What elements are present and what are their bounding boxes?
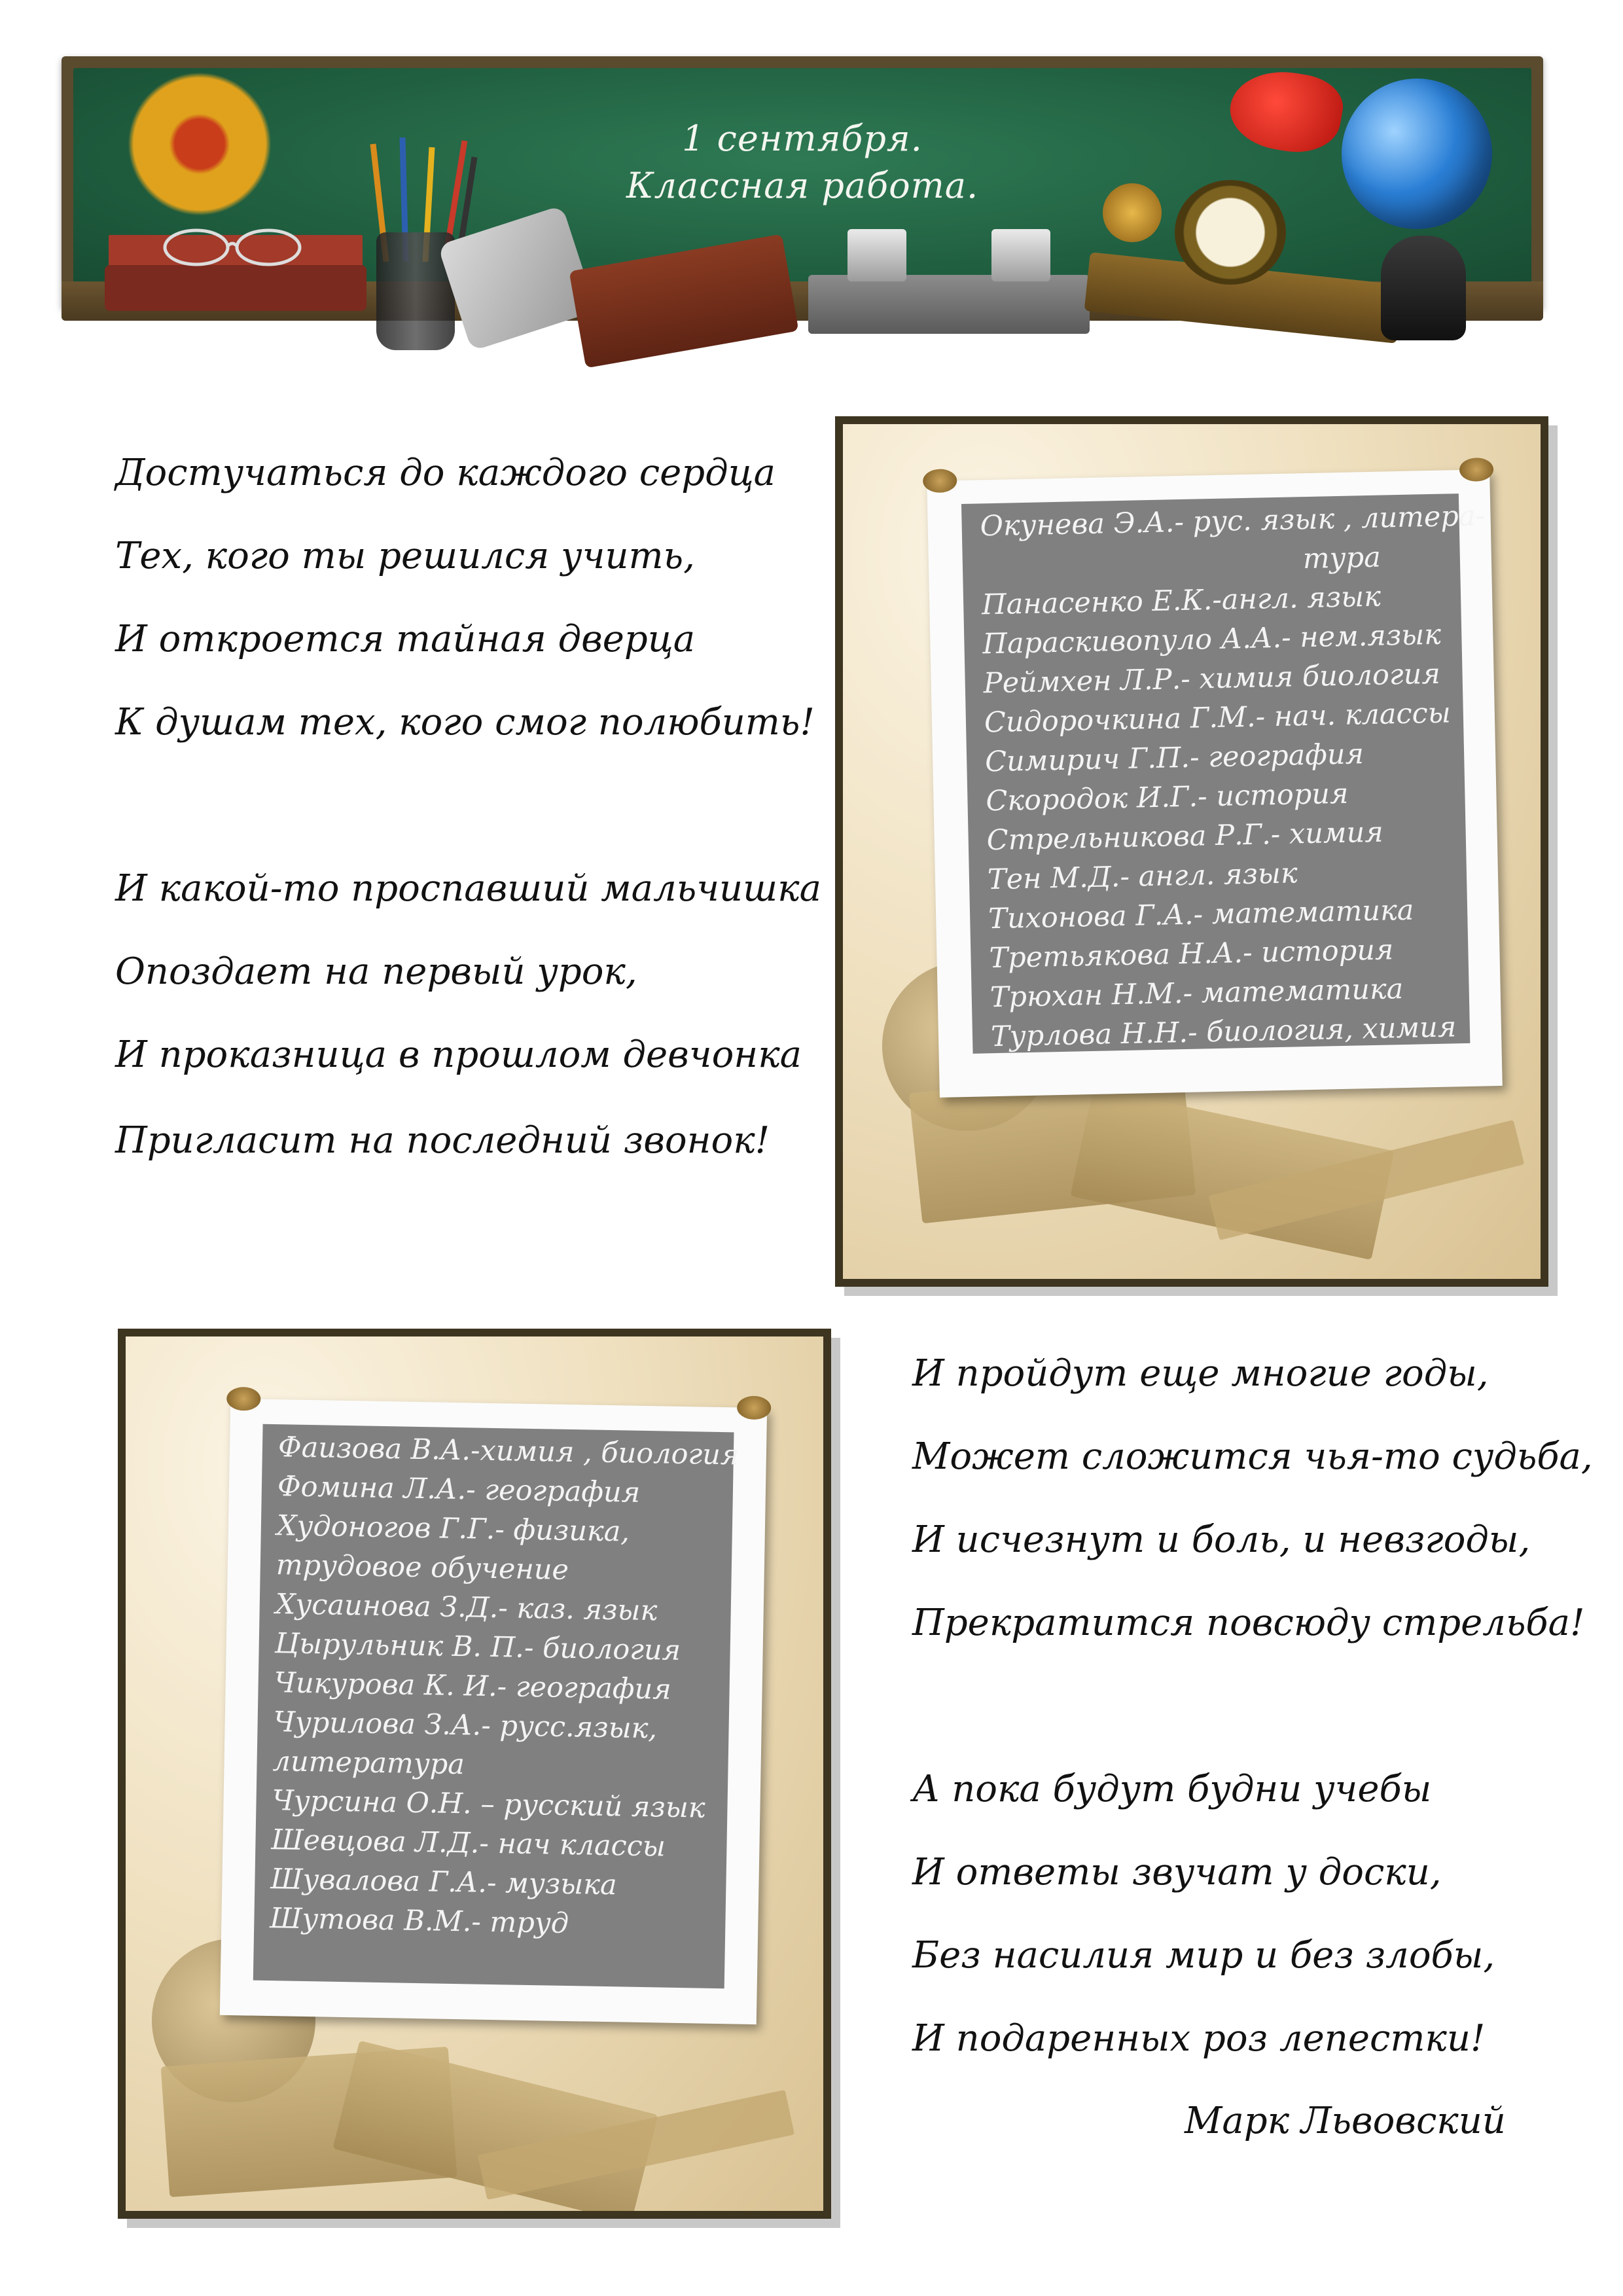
list-item: Сидорочкина Г.М.- нач. классы (984, 696, 1452, 740)
list-item: Тен М.Д.- англ. язык (987, 857, 1298, 897)
list-item: Стрельникова Р.Г.- химия (986, 816, 1384, 857)
list-item: тура (1302, 541, 1382, 576)
list-item: Цырульник В. П.- биология (274, 1627, 681, 1667)
globe-stand-icon (1381, 236, 1466, 340)
poem-line: И какой-то проспавший мальчишка (115, 867, 821, 910)
list-item: Шувалова Г.А.- музыка (270, 1863, 618, 1902)
poem-line: И проказница в прошлом девчонка (115, 1033, 802, 1076)
list-item: Панасенко Е.К.-англ. язык (981, 580, 1382, 622)
poem-line: Тех, кого ты решился учить, (115, 535, 695, 577)
inkwell-left-icon (847, 229, 906, 281)
clock-icon (1175, 180, 1286, 285)
list-item: Чурилова З.А.- русс.язык, (273, 1706, 658, 1746)
poem-line: К душам тех, кого смог полюбить! (115, 701, 815, 744)
frame-background (843, 424, 1541, 1279)
poem-line: Без насилия мир и без злобы, (912, 1934, 1495, 1977)
title-line-date: 1 сентября. (682, 118, 923, 159)
poem-line: И исчезнут и боль, и невзгоды, (912, 1518, 1531, 1561)
inkstand-base-icon (808, 275, 1090, 334)
teacher-list-top (961, 493, 1486, 1054)
list-item: Трюхан Н.М.- математика (990, 973, 1404, 1014)
list-item: Симирич Г.П.- география (984, 738, 1364, 779)
list-item: Турлова Н.Н.- биология, химия (990, 1011, 1457, 1054)
list-item: Фомина Л.А.- география (277, 1470, 641, 1509)
poem-line: И пройдут еще многие годы, (912, 1352, 1489, 1395)
list-item: Параскивопуло А.А.- нем.язык (982, 618, 1442, 661)
title-line-classwork: Классная работа. (626, 165, 979, 206)
list-item: Шевцова Л.Д.- нач классы (271, 1823, 666, 1863)
poem-line: Прекратится повсюду стрельба! (912, 1602, 1585, 1644)
teacher-list-bottom (253, 1424, 740, 1988)
list-item: Реймхен Л.Р.- химия биология (983, 657, 1441, 700)
poem-bottom (912, 1352, 1593, 2190)
poem-author: Марк Львовский (1185, 2100, 1506, 2142)
list-item: литература (272, 1745, 465, 1782)
trophy-icon (1103, 183, 1162, 242)
poem-line: А пока будут будни учебы (912, 1768, 1432, 1810)
poem-line: И ответы звучат у доски, (912, 1851, 1442, 1893)
list-item: Хусаинова З.Д.- каз. язык (275, 1588, 658, 1628)
poem-line: И откроется тайная дверца (115, 618, 696, 660)
poem-top (115, 452, 821, 1191)
list-item: Шутова В.М.- труд (269, 1902, 569, 1941)
pin-left-icon (923, 469, 957, 493)
paper-sheet (220, 1399, 767, 2024)
list-item: Чикурова К. И.- география (274, 1666, 672, 1706)
teacher-list-frame-bottom (118, 1329, 831, 2219)
poem-line: И подаренных роз лепестки! (912, 2017, 1486, 2060)
frame-background (126, 1336, 823, 2211)
list-item: Третьякова Н.А.- история (988, 933, 1394, 975)
list-item: Скородок И.Г.- история (985, 777, 1349, 818)
poem-line: Опоздает на первый урок, (115, 950, 637, 993)
globe-icon (1342, 79, 1492, 229)
glasses-icon (157, 223, 308, 268)
list-item: Тихонова Г.А.- математика (988, 893, 1414, 936)
pin-right-icon (1459, 457, 1494, 482)
inkwell-right-icon (991, 229, 1050, 281)
list-item: трудовое обучение (276, 1549, 569, 1587)
pin-right-icon (737, 1395, 772, 1420)
books-icon (105, 265, 366, 311)
poem-line: Достучаться до каждого сердца (115, 452, 776, 494)
teacher-list-frame-top (835, 416, 1548, 1287)
paper-sheet (927, 469, 1503, 1098)
poem-line: Пригласит на последний звонок! (115, 1119, 770, 1162)
list-item: Чурсина О.Н. – русский язык (272, 1784, 705, 1825)
poem-line: Может сложится чья-то судьба, (912, 1435, 1593, 1478)
list-item: Фаизова В.А.-химия , биология (277, 1431, 740, 1472)
autumn-leaves-icon (111, 59, 308, 229)
list-item: Окунева Э.А.- рус. язык , литера- (980, 499, 1486, 543)
pin-left-icon (226, 1387, 261, 1411)
list-item: Худоногов Г.Г.- физика, (276, 1509, 630, 1549)
